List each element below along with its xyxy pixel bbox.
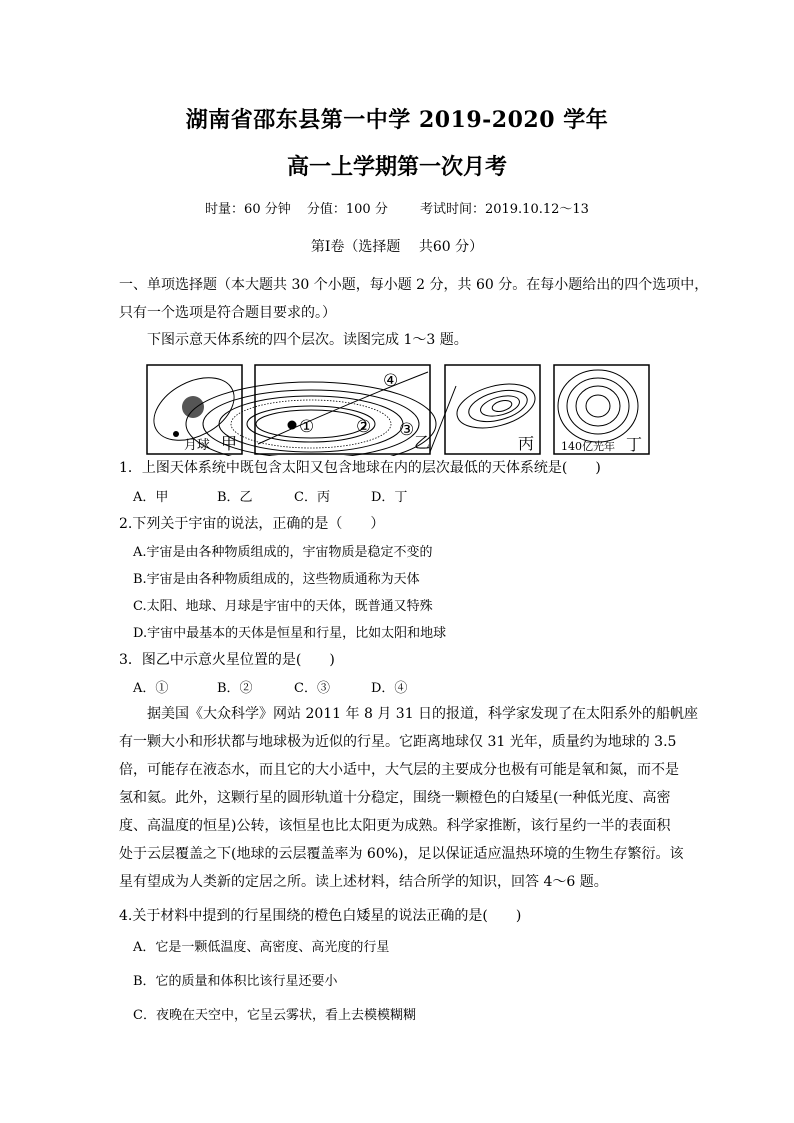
label-ding: 丁 [626,435,643,454]
label-yi: 乙 [414,433,431,452]
marker-2: ② [356,417,372,437]
section-heading-line1: 一、单项选择题（本大题共 30 个小题，每小题 2 分，共 60 分。在每小题给出的四个选项中， [119,277,709,293]
exam-date: 考试时间：2019.10.12～13 [419,202,589,217]
passage-line-3: 倍，可能存在液态水，而且它的大小适中，大气层的主要成分也极有可能是氧和氮，而不是 [119,762,679,778]
question-4-option-a: A．它是一颗低温度、高密度、高光度的行星 [133,940,390,955]
label-jia: 甲 [221,434,238,453]
panel-bing [445,365,540,454]
passage-line-4: 氢和氦。此外，这颗行星的圆形轨道十分稳定，围绕一颗橙色的白矮星(一种低光度、高密 [119,790,671,806]
question-4-option-c: C．夜晚在天空中，它呈云雾状，看上去模模糊糊 [133,1008,416,1023]
passage-line-2: 有一颗大小和形状都与地球极为近似的行星。它距离地球仅 31 光年，质量约为地球的 3.5 [119,734,677,750]
panel-ding [554,365,649,454]
exam-subtitle: 高一上学期第一次月考 [286,154,507,180]
question-3-option-d: D．④ [371,681,408,696]
exam-score: 分值：100 分 [306,202,388,217]
question-1-option-a: A．甲 [133,490,169,505]
passage-line-1: 据美国《大众科学》网站 2011 年 8 月 31 日的报道，科学家发现了在太阳系外的船帆座 [147,706,699,722]
celestial-systems-figure [146,364,686,456]
volume-heading: 第Ⅰ卷（选择题 共60 分） [310,239,484,255]
question-4-option-b: B．它的质量和体积比该行星还要小 [133,974,338,989]
label-lightyears: 140亿光年 [561,440,615,453]
question-2-option-a: A.宇宙是由各种物质组成的，宇宙物质是稳定不变的 [133,545,433,560]
panel-jia [146,365,245,454]
question-2-option-d: D.宇宙中最基本的天体是恒星和行星，比如太阳和地球 [133,626,447,641]
label-bing: 丙 [518,434,535,453]
question-2-option-b: B.宇宙是由各种物质组成的，这些物质通称为天体 [133,572,420,587]
question-1-option-c: C．丙 [294,490,330,505]
marker-1: ① [299,417,315,437]
passage-line-6: 处于云层覆盖之下(地球的云层覆盖率为 60%)，足以保证适应温热环境的生物生存繁衍。该 [119,846,684,862]
question-1-option-b: B．乙 [217,490,253,505]
passage-line-5: 度、高温度的恒星)公转，该恒星也比太阳更为成熟。科学家推断，该行星约一半的表面积 [119,818,671,834]
question-4-stem: 4.关于材料中提到的行星围绕的橙色白矮星的说法正确的是( ) [119,908,522,924]
question-3-option-a: A．① [133,681,169,696]
question-2-stem: 2.下列关于宇宙的说法，正确的是（ ） [119,516,385,532]
exam-duration: 时量：60 分钟 [205,202,291,217]
question-1-stem: 1．上图天体系统中既包含太阳又包含地球在内的层次最低的天体系统是( ) [119,460,601,476]
question-3-stem: 3．图乙中示意火星位置的是( ) [119,652,335,668]
passage-line-7: 星有望成为人类新的定居之所。读上述材料，结合所学的知识，回答 4～6 题。 [119,874,608,890]
question-1-option-d: D．丁 [371,490,408,505]
marker-4: ④ [383,371,399,391]
question-2-option-c: C.太阳、地球、月球是宇宙中的天体，既普通又特殊 [133,599,433,614]
question-3-option-c: C．③ [294,681,330,696]
label-moon: 月球 [184,438,211,453]
exam-title: 湖南省邵东县第一中学 2019-2020 学年 [185,107,609,133]
question-3-option-b: B．② [217,681,253,696]
marker-3: ③ [399,420,415,440]
exam-meta [0,198,794,217]
figure-intro: 下图示意天体系统的四个层次。读图完成 1～3 题。 [147,332,468,348]
section-heading-line2: 只有一个选项是符合题目要求的。） [119,305,336,321]
